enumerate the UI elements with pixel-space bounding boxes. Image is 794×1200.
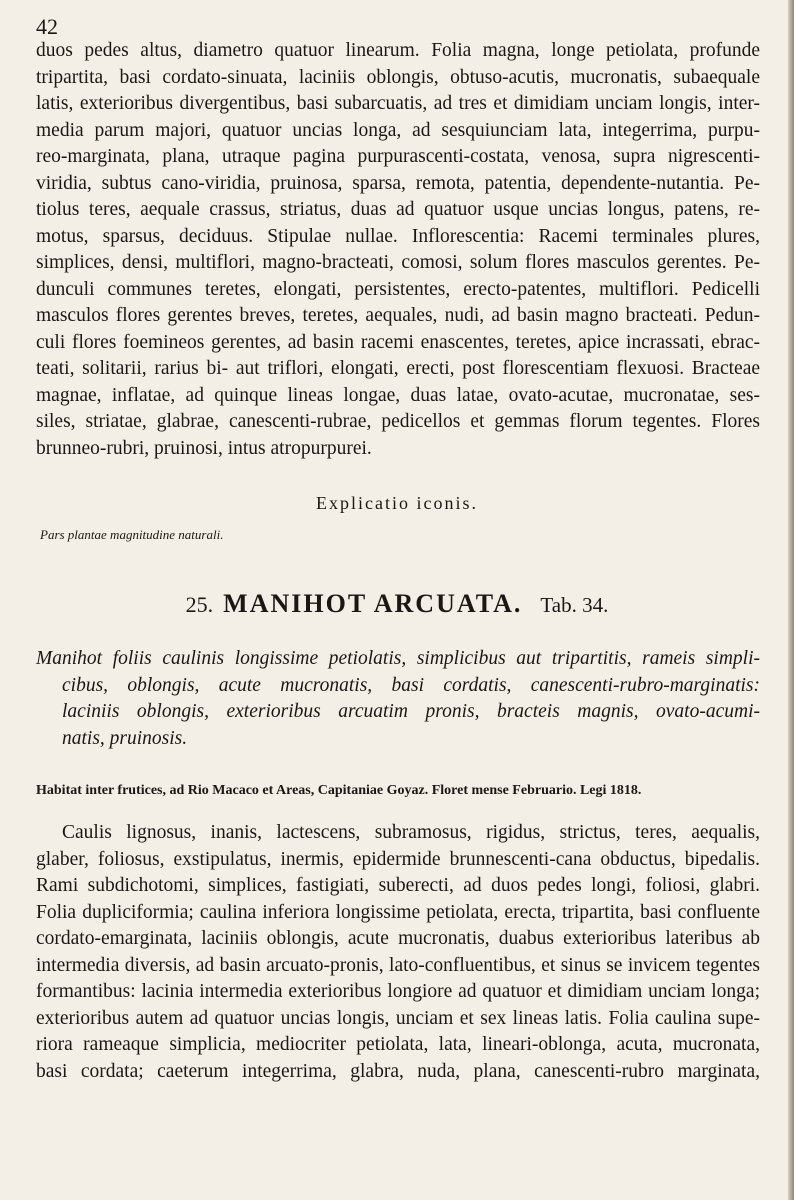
text-line: formantibus: lacinia intermedia exterioribus longiore ad quatuor et dimidiam unciam longa; (36, 981, 760, 1002)
text-line: cordato-emarginata, laciniis oblongis, acute mucronatis, duabus exterioribus lateribus ab (36, 928, 760, 949)
text-line: motus, sparsus, deciduus. Stipulae nullae. Inflorescentia: Racemi terminales plures, (36, 225, 760, 247)
diagnosis-line: laciniis oblongis, exterioribus arcuatim pronis, bracteis magnis, ovato-acumi- (62, 701, 760, 722)
top-paragraph (36, 38, 760, 462)
species-name: MANIHOT ARCUATA. (223, 589, 523, 618)
text-line: magnae, inflatae, ad quinque lineas longae, duas latae, ovato-acutae, mucronatae, ses- (36, 384, 760, 406)
explicatio-heading: Explicatio iconis. (316, 493, 478, 513)
description-paragraph (36, 820, 760, 1085)
text-line: Rami subdichotomi, simplices, fastigiati, suberecti, ad duos pedes longi, foliosi, glabri. (36, 875, 760, 896)
text-line: exterioribus autem ad quatuor uncias longis, unciam et sex lineas latis. Folia caulina supe- (36, 1007, 760, 1029)
habitat-note: Habitat inter frutices, ad Rio Macaco et Areas, Capitaniae Goyaz. Floret mense Februario. Legi 1818. (36, 783, 642, 798)
text-line: tripartita, basi cordato-sinuata, laciniis oblongis, obtuso-acutis, mucronatis, subaequale (36, 66, 760, 88)
species-title (0, 589, 794, 619)
text-line: dunculi communes teretes, elongati, persistentes, erecto-patentes, multiflori. Pedicelli (36, 278, 760, 300)
text-line: masculos flores gerentes breves, teretes, aequales, nudi, ad basin magno bracteati. Pedun- (36, 305, 760, 326)
text-line: siles, striatae, glabrae, canescenti-rubrae, pedicellos et gemmas florum tegentes. Flores (36, 411, 760, 432)
text-line: viridia, subtus cano-viridia, pruinosa, sparsa, remota, patentia, dependente-nutantia. Pe- (36, 172, 760, 194)
plate-reference: Tab. 34. (540, 593, 609, 617)
text-line: Caulis lignosus, inanis, lactescens, subramosus, rigidus, strictus, teres, aequalis, (62, 822, 760, 843)
page-number: 42 (36, 14, 58, 39)
figure-caption: Pars plantae magnitudine naturali. (40, 527, 224, 542)
text-line: tiolus teres, aequale crassus, striatus, duas ad quatuor usque uncias longus, patens, re- (36, 199, 760, 220)
text-line: intermedia diversis, ad basin arcuato-pronis, lato-confluentibus, et sinus se invicem tegentes (36, 954, 760, 976)
text-line: basi cordata; caeterum integerrima, glabra, nuda, plana, canescenti-rubro marginata, (36, 1060, 760, 1082)
diagnosis-line: cibus, oblongis, acute mucronatis, basi cordatis, canescenti-rubro-marginatis: (62, 674, 760, 696)
text-line: duos pedes altus, diametro quatuor linearum. Folia magna, longe petiolata, profunde (36, 40, 760, 61)
text-line: simplices, densi, multiflori, magno-bracteati, comosi, solum flores masculos gerentes. Pe- (36, 252, 760, 273)
diagnosis-line: natis, pruinosis. (62, 727, 188, 749)
page-edge (788, 0, 794, 1200)
species-number: 25. (185, 592, 214, 617)
text-line: media parum majori, quatuor uncias longa, ad sesquiunciam lata, integerrima, purpu- (36, 119, 760, 141)
text-line: riora rameaque simplicia, mediocriter petiolata, lata, lineari-oblonga, acuta, mucronata, (36, 1034, 760, 1055)
text-line: brunneo-rubri, pruinosi, intus atropurpurei. (36, 437, 372, 459)
text-line: culi flores foemineos gerentes, ad basin racemi enascentes, teretes, apice incrassati, ebrac- (36, 331, 760, 353)
text-line: Folia dupliciformia; caulina inferiora longissime petiolata, erecta, tripartita, basi confluente (36, 901, 760, 923)
text-line: reo-marginata, plana, utraque pagina purpurascenti-costata, venosa, supra nigrescenti- (36, 146, 760, 167)
diagnosis (36, 646, 760, 752)
text-line: latis, exterioribus divergentibus, basi subarcuatis, ad tres et dimidiam unciam longis, inter- (36, 93, 760, 114)
text-line: teati, solitarii, rarius bi- aut triflori, elongati, erecti, post florescentiam flexuosi. Bracteae (36, 358, 760, 379)
text-line: glaber, foliosus, exstipulatus, inermis, epidermide brunnescenti-cana obductus, bipedalis. (36, 848, 760, 870)
diagnosis-line: Manihot foliis caulinis longissime petiolatis, simplicibus aut tripartitis, rameis simpli- (36, 648, 760, 669)
